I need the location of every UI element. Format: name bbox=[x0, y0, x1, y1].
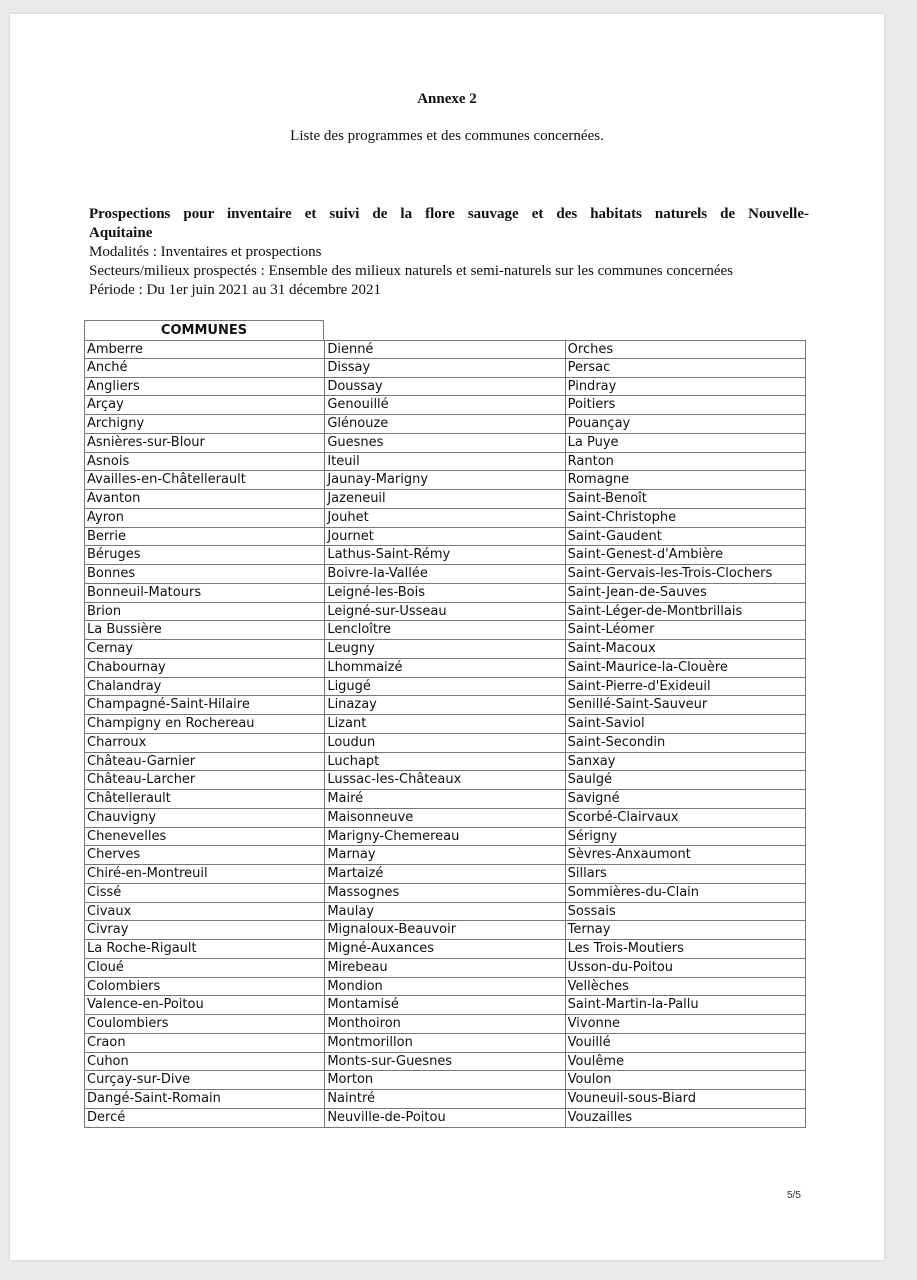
table-cell: Jouhet bbox=[325, 509, 564, 528]
table-cell: Martaizé bbox=[325, 865, 564, 884]
table-cell: Saulgé bbox=[566, 771, 805, 790]
table-cell: Vouillé bbox=[566, 1034, 805, 1053]
table-cell: Doussay bbox=[325, 378, 564, 397]
table-cell: Glénouze bbox=[325, 415, 564, 434]
table-cell: Mignaloux-Beauvoir bbox=[325, 921, 564, 940]
table-cell: Colombiers bbox=[85, 978, 324, 997]
table-cell: Cernay bbox=[85, 640, 324, 659]
table-header-row bbox=[84, 320, 806, 340]
table-cell: Saint-Christophe bbox=[566, 509, 805, 528]
table-cell: Loudun bbox=[325, 734, 564, 753]
table-cell: Cloué bbox=[85, 959, 324, 978]
table-cell: Maulay bbox=[325, 903, 564, 922]
table-cell: Craon bbox=[85, 1034, 324, 1053]
table-cell: Mondion bbox=[325, 978, 564, 997]
communes-column-2 bbox=[324, 340, 564, 1128]
table-cell: Lencloître bbox=[325, 621, 564, 640]
table-cell: Sèvres-Anxaumont bbox=[566, 846, 805, 865]
table-cell: Civaux bbox=[85, 903, 324, 922]
table-cell: Ternay bbox=[566, 921, 805, 940]
table-cell: Chalandray bbox=[85, 678, 324, 697]
table-cell: Journet bbox=[325, 528, 564, 547]
table-cell: Maisonneuve bbox=[325, 809, 564, 828]
table-cell: Guesnes bbox=[325, 434, 564, 453]
table-cell: La Bussière bbox=[85, 621, 324, 640]
table-cell: Chiré-en-Montreuil bbox=[85, 865, 324, 884]
table-cell: Lussac-les-Châteaux bbox=[325, 771, 564, 790]
table-cell: Leugny bbox=[325, 640, 564, 659]
program-title-line1: Prospections pour inventaire et suivi de la flore sauvage et des habitats naturels de Nouvelle- bbox=[89, 206, 809, 222]
document-page bbox=[10, 14, 884, 1260]
table-cell: Sillars bbox=[566, 865, 805, 884]
table-cell: Berrie bbox=[85, 528, 324, 547]
program-periode: Période : Du 1er juin 2021 au 31 décembre 2021 bbox=[89, 282, 382, 298]
table-cell: Monts-sur-Guesnes bbox=[325, 1053, 564, 1072]
table-cell: Sanxay bbox=[566, 753, 805, 772]
table-cell: Voulon bbox=[566, 1071, 805, 1090]
table-header-communes: COMMUNES bbox=[84, 320, 324, 340]
table-cell: Iteuil bbox=[325, 453, 564, 472]
table-cell: Saint-Léger-de-Montbrillais bbox=[566, 603, 805, 622]
table-cell: Sossais bbox=[566, 903, 805, 922]
table-cell: Orches bbox=[566, 340, 805, 359]
table-cell: Leigné-les-Bois bbox=[325, 584, 564, 603]
table-cell: Amberre bbox=[85, 340, 324, 359]
table-cell: Genouillé bbox=[325, 396, 564, 415]
table-cell: Angliers bbox=[85, 378, 324, 397]
table-cell: Vouneuil-sous-Biard bbox=[566, 1090, 805, 1109]
table-cell: Chauvigny bbox=[85, 809, 324, 828]
program-secteurs: Secteurs/milieux prospectés : Ensemble des milieux naturels et semi-naturels sur les communes concernées bbox=[89, 263, 733, 279]
table-cell: Linazay bbox=[325, 696, 564, 715]
table-cell: Chenevelles bbox=[85, 828, 324, 847]
table-cell: Champagné-Saint-Hilaire bbox=[85, 696, 324, 715]
table-cell: Luchapt bbox=[325, 753, 564, 772]
table-cell: Saint-Jean-de-Sauves bbox=[566, 584, 805, 603]
table-cell: Les Trois-Moutiers bbox=[566, 940, 805, 959]
table-cell: Saint-Pierre-d'Exideuil bbox=[566, 678, 805, 697]
table-cell: Lathus-Saint-Rémy bbox=[325, 546, 564, 565]
table-cell: Avanton bbox=[85, 490, 324, 509]
table-cell: Saint-Genest-d'Ambière bbox=[566, 546, 805, 565]
table-cell: Poitiers bbox=[566, 396, 805, 415]
program-title-line2: Aquitaine bbox=[89, 225, 153, 241]
table-cell: Senillé-Saint-Sauveur bbox=[566, 696, 805, 715]
table-cell: Morton bbox=[325, 1071, 564, 1090]
communes-table bbox=[84, 320, 806, 1128]
table-cell: Dissay bbox=[325, 359, 564, 378]
table-cell: Montamisé bbox=[325, 996, 564, 1015]
table-cell: Bonnes bbox=[85, 565, 324, 584]
table-cell: Saint-Benoît bbox=[566, 490, 805, 509]
table-cell: Vivonne bbox=[566, 1015, 805, 1034]
table-cell: Pindray bbox=[566, 378, 805, 397]
table-cell: Romagne bbox=[566, 471, 805, 490]
table-cell: Anché bbox=[85, 359, 324, 378]
table-cell: Asnois bbox=[85, 453, 324, 472]
table-cell: Ligugé bbox=[325, 678, 564, 697]
table-cell: Scorbé-Clairvaux bbox=[566, 809, 805, 828]
table-cell: Saint-Maurice-la-Clouère bbox=[566, 659, 805, 678]
table-cell: Curçay-sur-Dive bbox=[85, 1071, 324, 1090]
table-cell: Migné-Auxances bbox=[325, 940, 564, 959]
table-cell: Dangé-Saint-Romain bbox=[85, 1090, 324, 1109]
table-cell: Marnay bbox=[325, 846, 564, 865]
table-cell: Saint-Gaudent bbox=[566, 528, 805, 547]
table-cell: Jazeneuil bbox=[325, 490, 564, 509]
table-cell: Leigné-sur-Usseau bbox=[325, 603, 564, 622]
table-cell: Monthoiron bbox=[325, 1015, 564, 1034]
table-cell: Cherves bbox=[85, 846, 324, 865]
table-cell: Lizant bbox=[325, 715, 564, 734]
program-title bbox=[89, 205, 809, 243]
annex-subtitle: Liste des programmes et des communes concernées. bbox=[290, 128, 604, 144]
table-cell: Champigny en Rochereau bbox=[85, 715, 324, 734]
table-cell: Coulombiers bbox=[85, 1015, 324, 1034]
table-cell: Archigny bbox=[85, 415, 324, 434]
table-cell: Marigny-Chemereau bbox=[325, 828, 564, 847]
table-cell: Lhommaizé bbox=[325, 659, 564, 678]
page-number: 5/5 bbox=[787, 1190, 801, 1201]
table-cell: Pouançay bbox=[566, 415, 805, 434]
table-cell: Mirebeau bbox=[325, 959, 564, 978]
table-cell: Voulême bbox=[566, 1053, 805, 1072]
table-cell: Ayron bbox=[85, 509, 324, 528]
table-cell: Bonneuil-Matours bbox=[85, 584, 324, 603]
table-cell: Chabournay bbox=[85, 659, 324, 678]
table-cell: Vouzailles bbox=[566, 1109, 805, 1128]
table-cell: Béruges bbox=[85, 546, 324, 565]
table-cell: Ranton bbox=[566, 453, 805, 472]
table-body bbox=[84, 340, 806, 1128]
table-cell: Sérigny bbox=[566, 828, 805, 847]
table-cell: Civray bbox=[85, 921, 324, 940]
table-cell: Sommières-du-Clain bbox=[566, 884, 805, 903]
table-cell: Montmorillon bbox=[325, 1034, 564, 1053]
communes-column-1 bbox=[84, 340, 324, 1128]
table-cell: Saint-Macoux bbox=[566, 640, 805, 659]
table-cell: Cissé bbox=[85, 884, 324, 903]
table-cell: Dercé bbox=[85, 1109, 324, 1128]
table-cell: Château-Larcher bbox=[85, 771, 324, 790]
table-cell: Saint-Gervais-les-Trois-Clochers bbox=[566, 565, 805, 584]
table-cell: Cuhon bbox=[85, 1053, 324, 1072]
table-cell: Brion bbox=[85, 603, 324, 622]
table-cell: Château-Garnier bbox=[85, 753, 324, 772]
table-cell: Mairé bbox=[325, 790, 564, 809]
table-cell: Saint-Saviol bbox=[566, 715, 805, 734]
table-cell: Boivre-la-Vallée bbox=[325, 565, 564, 584]
table-cell: Saint-Secondin bbox=[566, 734, 805, 753]
table-cell: La Puye bbox=[566, 434, 805, 453]
table-cell: Jaunay-Marigny bbox=[325, 471, 564, 490]
table-cell: Neuville-de-Poitou bbox=[325, 1109, 564, 1128]
table-cell: Naintré bbox=[325, 1090, 564, 1109]
table-cell: Saint-Léomer bbox=[566, 621, 805, 640]
table-cell: Massognes bbox=[325, 884, 564, 903]
table-cell: Arçay bbox=[85, 396, 324, 415]
table-cell: Saint-Martin-la-Pallu bbox=[566, 996, 805, 1015]
table-cell: Dienné bbox=[325, 340, 564, 359]
table-cell: Savigné bbox=[566, 790, 805, 809]
annex-title: Annexe 2 bbox=[417, 91, 477, 107]
table-cell: Valence-en-Poitou bbox=[85, 996, 324, 1015]
program-modalites: Modalités : Inventaires et prospections bbox=[89, 244, 322, 260]
table-cell: Persac bbox=[566, 359, 805, 378]
communes-column-3 bbox=[565, 340, 806, 1128]
table-cell: Usson-du-Poitou bbox=[566, 959, 805, 978]
table-cell: Châtellerault bbox=[85, 790, 324, 809]
table-cell: Vellèches bbox=[566, 978, 805, 997]
program-block bbox=[89, 205, 809, 300]
table-cell: Charroux bbox=[85, 734, 324, 753]
table-cell: Asnières-sur-Blour bbox=[85, 434, 324, 453]
table-cell: La Roche-Rigault bbox=[85, 940, 324, 959]
table-cell: Availles-en-Châtellerault bbox=[85, 471, 324, 490]
